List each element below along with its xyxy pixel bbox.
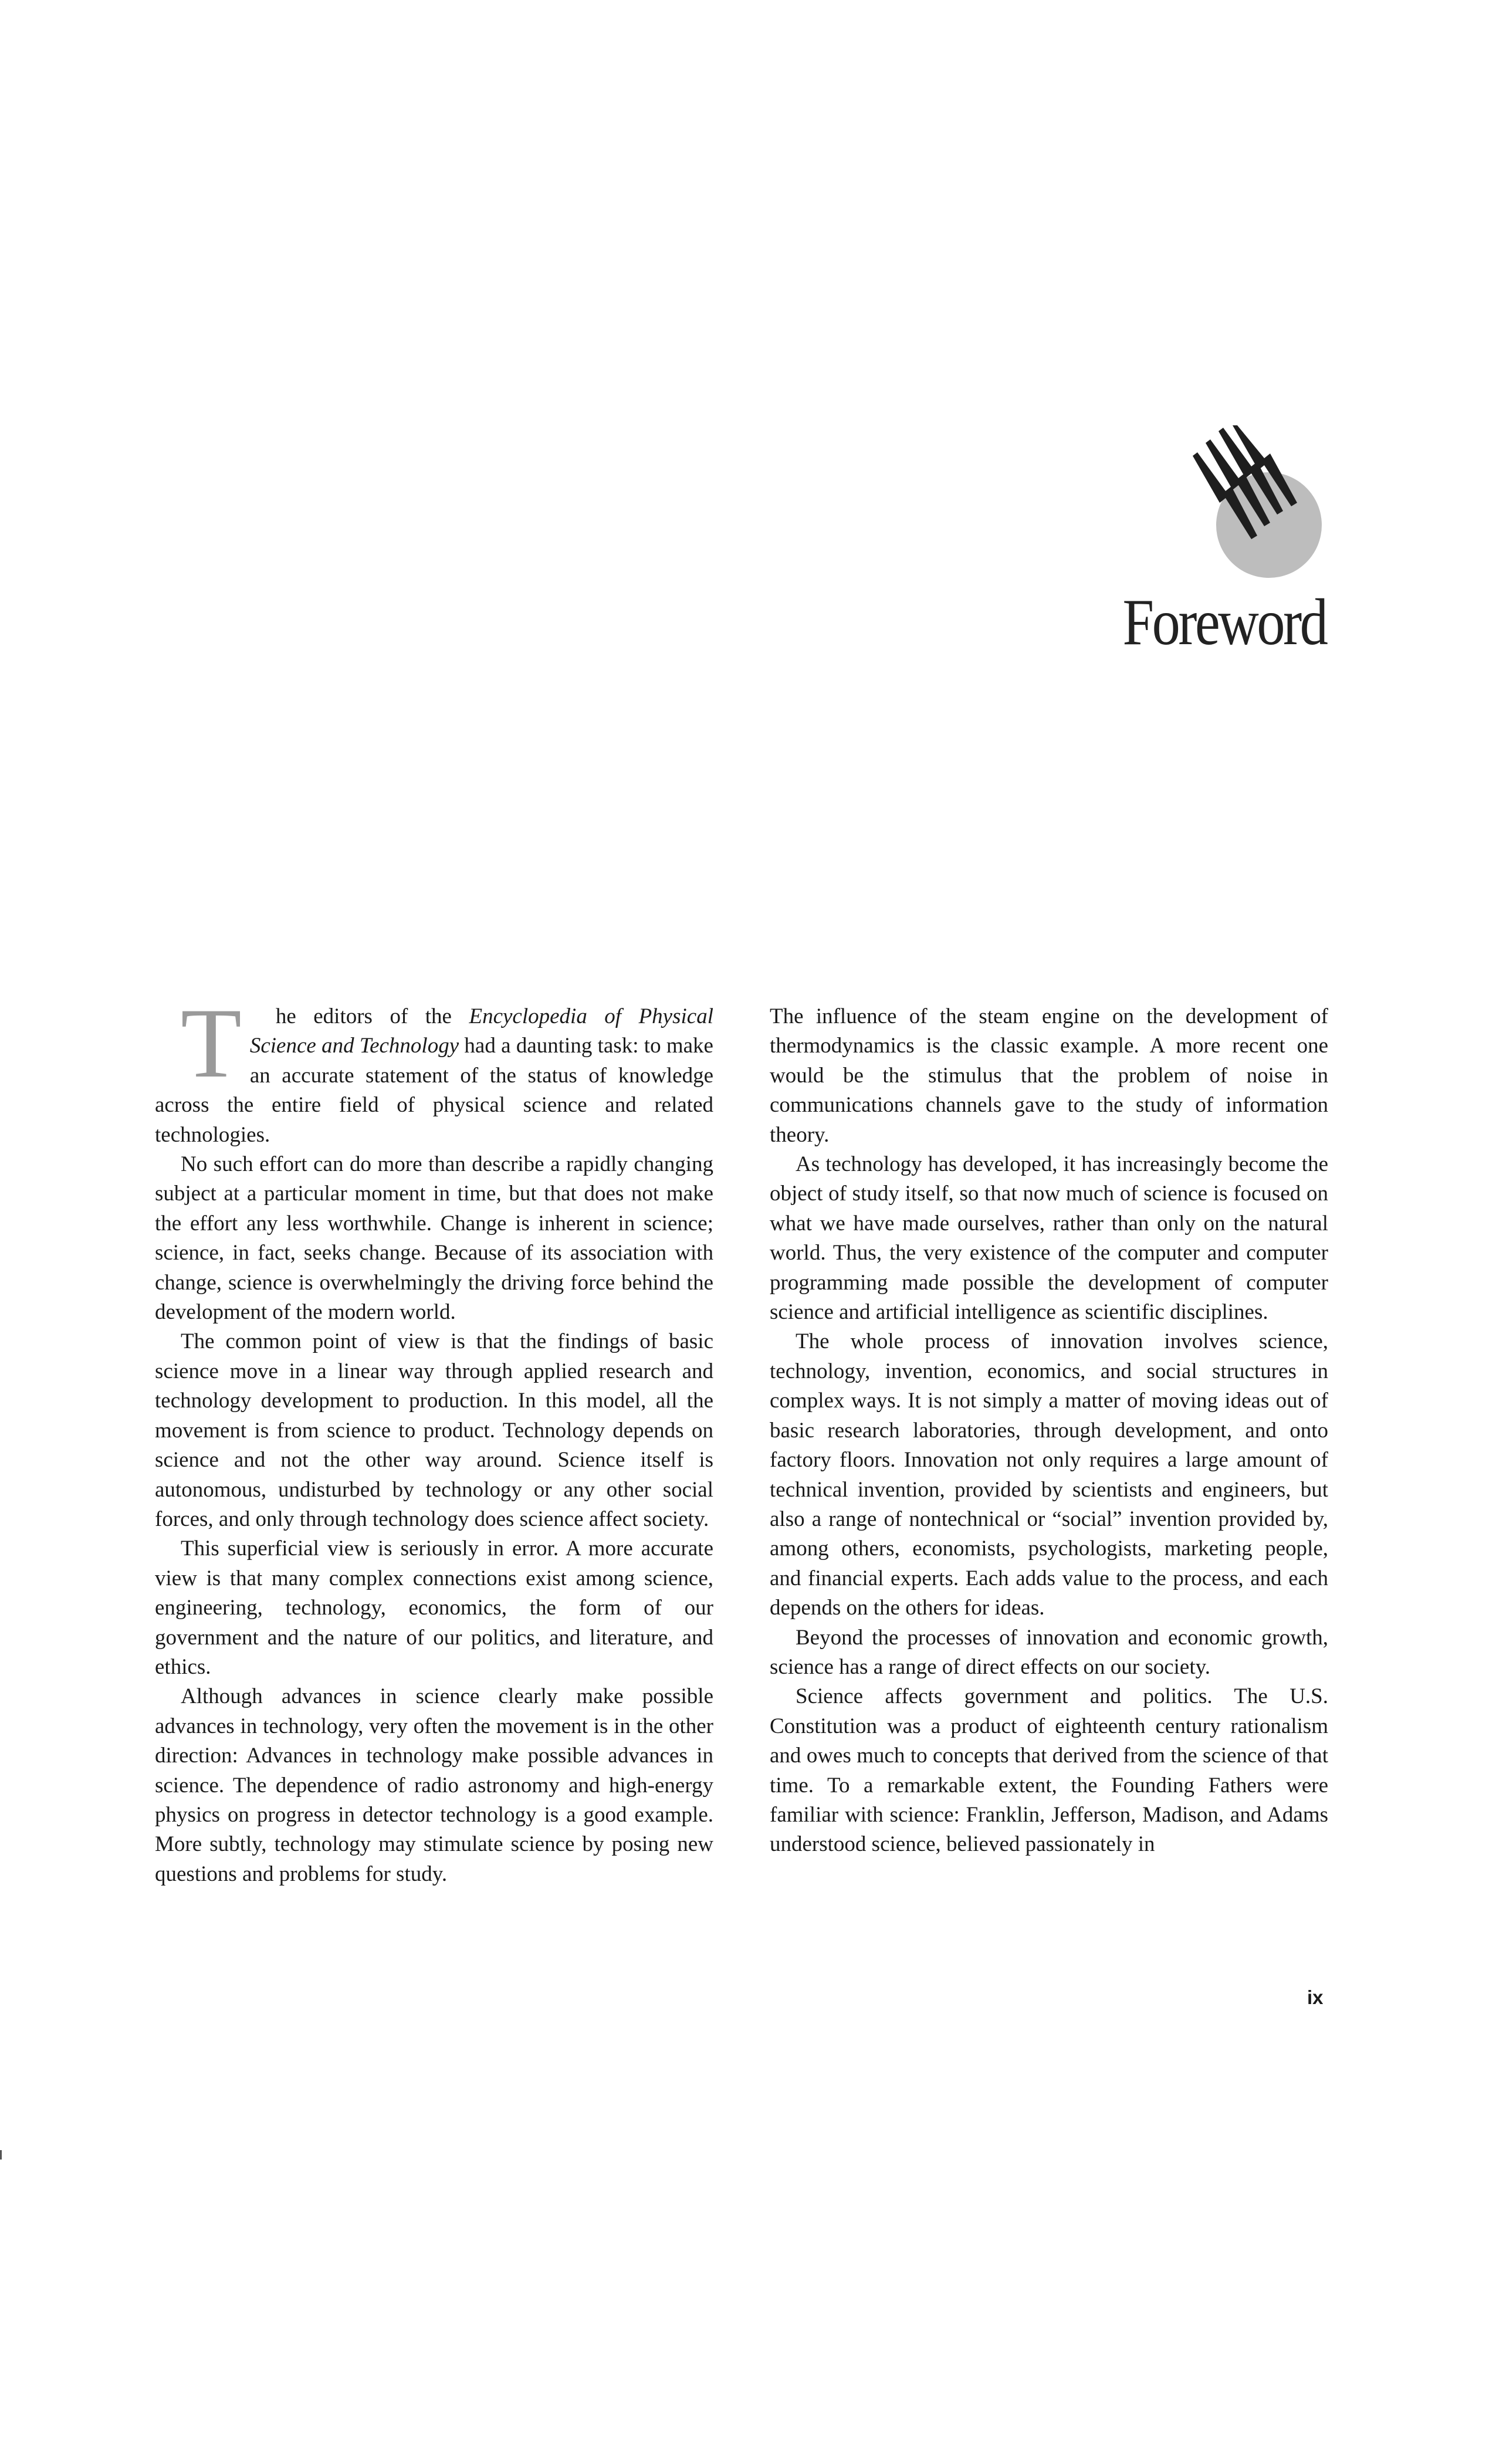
paragraph-text: had a daunting task: to make an accurate statement of the status of knowledge across the entire field of physical science and related technologies. [155, 1034, 713, 1147]
page-number: ix [1307, 1986, 1324, 2008]
paragraph-8: Beyond the processes of innovation and economic growth, science has a range of direct effects on our society. [770, 1625, 1328, 1679]
lightning-bolts-over-circle-icon [1182, 425, 1335, 578]
paragraph-6: As technology has developed, it has increasingly become the object of study itself, so that now much of science is focused on what we have made ourselves, rather than only on the natural world. Thus, the very existence of the computer and computer programming made possible the development of computer science and artificial intelligence as scientific disciplines. [770, 1152, 1328, 1325]
margin-tick [0, 2150, 2, 2160]
paragraph-1 [155, 988, 713, 1150]
paragraph-5: Although advances in science clearly make possible advances in technology, very often the movement is in the other direction: Advances in technology make possible advances in science. The dependence of radio astronomy and high-energy physics on progress in detector technology is a good example. More subtly, technology may stimulate science by posing new questions and problems for study. [155, 1684, 713, 1886]
paragraph-2: No such effort can do more than describe a rapidly changing subject at a particular moment in time, but that does not make the effort any less worthwhile. Change is inherent in science; science, in fact, seeks change. Because of its association with change, science is overwhelmingly the driving force behind the development of the modern world. [155, 1152, 713, 1325]
paragraph-continued: The influence of the steam engine on the development of thermodynamics is the classic example. A more recent one would be the stimulus that the problem of noise in communications channels gave to the study of information theory. [770, 1004, 1328, 1147]
page-title: Foreword [1122, 586, 1326, 659]
drop-cap: T [181, 988, 242, 1098]
right-column [770, 1002, 1328, 1860]
paragraph-7: The whole process of innovation involves science, technology, invention, economics, and social structures in complex ways. It is not simply a matter of moving ideas out of basic research laboratories, through development, and onto factory floors. Innovation not only requires a large amount of technical invention, provided by scientists and engineers, but also a range of nontechnical or “social” invention provided by, among others, economists, psychologists, marketing people, and financial experts. Each adds value to the process, and each depends on the others for ideas. [770, 1329, 1328, 1620]
paragraph-text: he editors of the [275, 1004, 469, 1028]
left-column [155, 988, 713, 1889]
paragraph-4: This superficial view is seriously in error. A more accurate view is that many complex connections exist among science, engineering, technology, economics, the form of our government and the nature of our politics, and literature, and ethics. [155, 1536, 713, 1679]
paragraph-9: Science affects government and politics. The U.S. Constitution was a product of eighteenth century rationalism and owes much to concepts that derived from the science of that time. To a remarkable extent, the Founding Fathers were familiar with science: Franklin, Jefferson, Madison, and Adams understood science, believed passionately in [770, 1684, 1328, 1857]
book-title: Encyclopedia of Physical Science and Technology [249, 1004, 713, 1058]
paragraph-3: The common point of view is that the findings of basic science move in a linear way through applied research and technology development to production. In this model, all the movement is from science to product. Technology depends on science and not the other way around. Science itself is autonomous, undisturbed by technology or any other social forces, and only through technology does science affect society. [155, 1329, 713, 1531]
